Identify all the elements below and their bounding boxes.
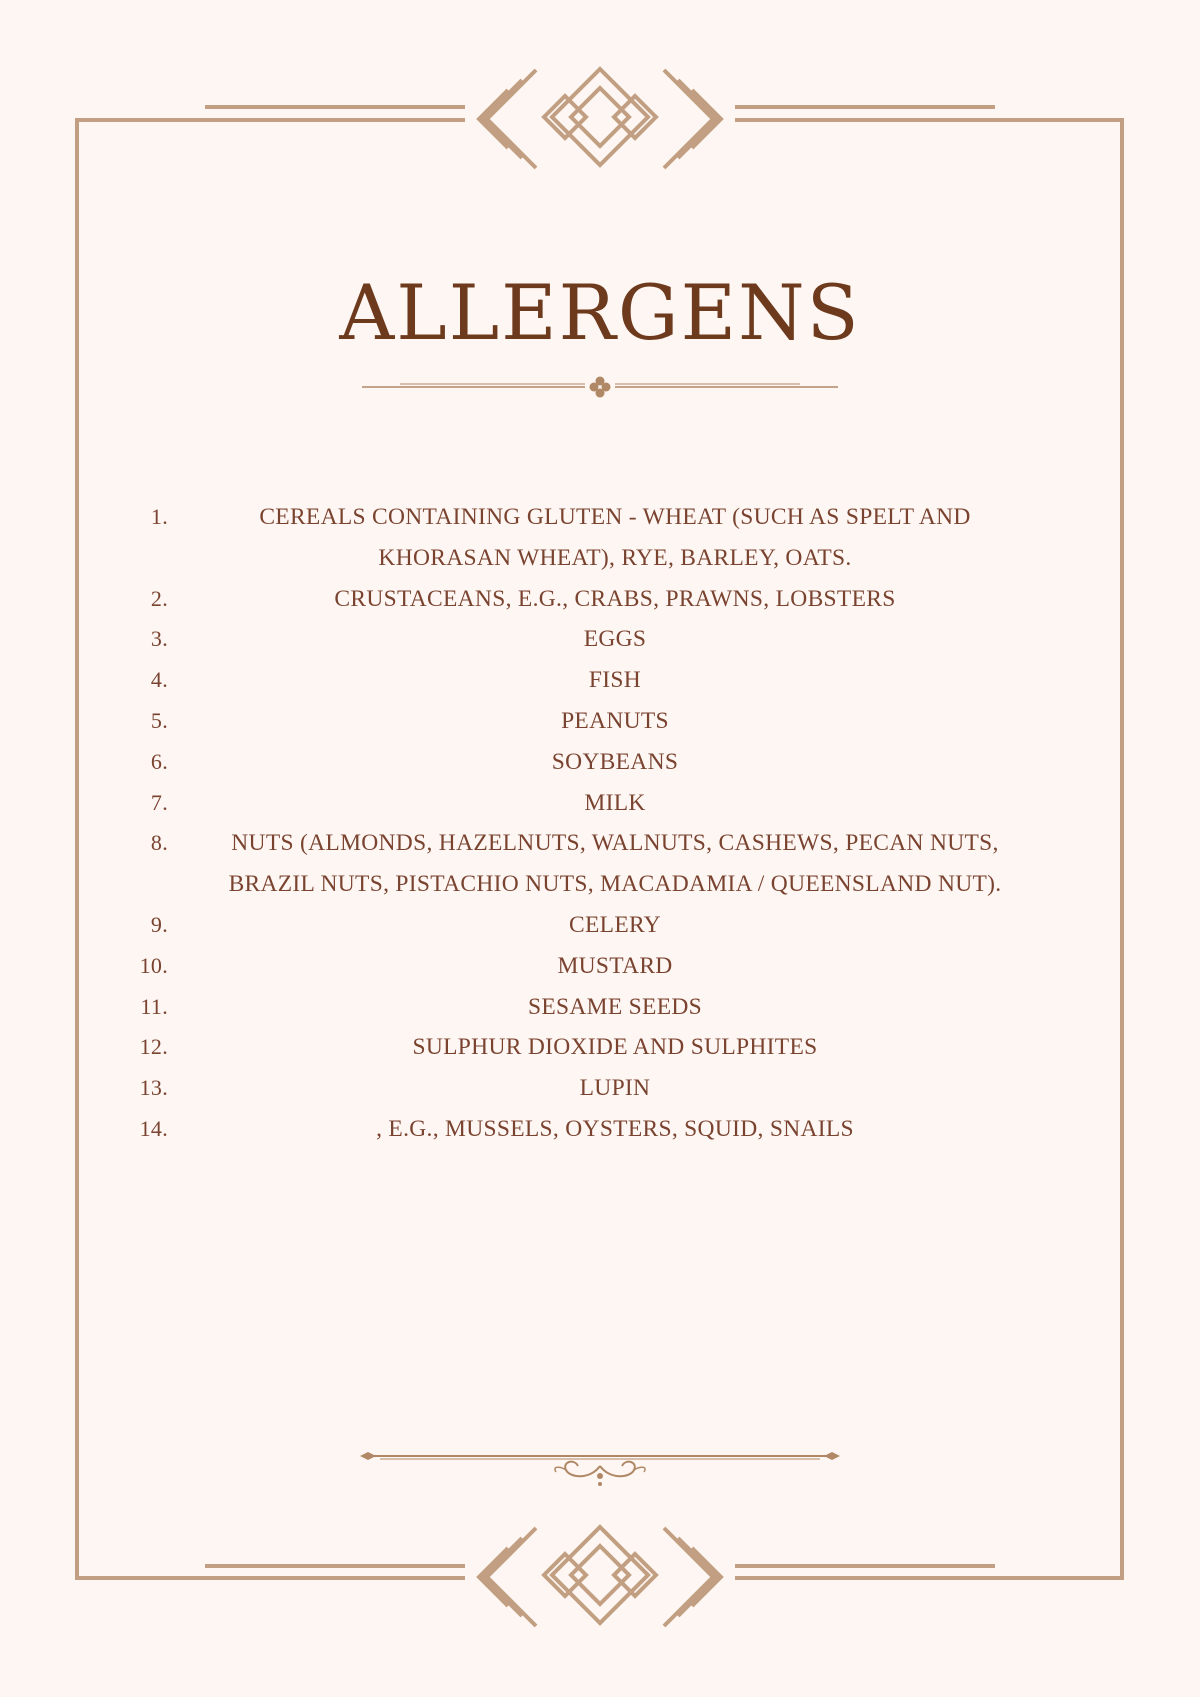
- allergen-item: [0, 619, 1200, 660]
- allergen-text: MUSTARD: [557, 952, 673, 979]
- allergen-text: , E.G., MUSSELS, OYSTERS, SQUID, SNAILS: [376, 1115, 854, 1142]
- allergen-number: 6.: [150, 748, 168, 774]
- allergen-number: 11.: [140, 993, 168, 1019]
- allergen-item: [0, 905, 1200, 946]
- allergen-item: [0, 823, 1200, 905]
- allergen-list: [0, 497, 1200, 1150]
- allergen-number: 7.: [150, 789, 168, 815]
- allergen-text: PEANUTS: [561, 707, 669, 734]
- allergen-number: 4.: [150, 667, 168, 693]
- allergen-number: 1.: [150, 504, 168, 529]
- allergen-item: [0, 497, 1200, 579]
- allergen-number: 8.: [150, 830, 168, 856]
- allergen-item: [0, 946, 1200, 987]
- allergen-item: [0, 701, 1200, 742]
- allergen-text: EGGS: [583, 626, 647, 653]
- bottom-flourish: [360, 1452, 840, 1486]
- allergen-item: [0, 1068, 1200, 1109]
- header-diamond: [552, 69, 648, 165]
- allergen-number: 5.: [150, 707, 168, 733]
- allergen-text: NUTS (ALMONDS, HAZELNUTS, WALNUTS, CASHEWS, PECAN NUTS, BRAZIL NUTS, PISTACHIO NUTS, MACADAMIA / QUEENSLAND NUT).: [228, 830, 1002, 898]
- allergen-number: 9.: [150, 911, 168, 937]
- allergen-number: 3.: [150, 626, 168, 652]
- allergen-number: 10.: [139, 952, 168, 978]
- allergen-text: CRUSTACEANS, E.G., CRABS, PRAWNS, LOBSTERS: [334, 585, 896, 612]
- allergen-text: FISH: [588, 667, 642, 694]
- allergen-item: [0, 1109, 1200, 1150]
- allergen-number: 12.: [139, 1034, 168, 1060]
- allergen-number: 13.: [139, 1075, 168, 1101]
- allergen-number: 14.: [139, 1115, 168, 1141]
- allergen-text: CELERY: [569, 911, 661, 938]
- allergen-text: MILK: [584, 789, 646, 816]
- allergen-text: SESAME SEEDS: [527, 993, 702, 1020]
- page-title: ALLERGENS: [339, 268, 861, 357]
- allergen-item: [0, 1027, 1200, 1068]
- title-divider: [362, 377, 838, 398]
- allergen-text: LUPIN: [579, 1075, 651, 1102]
- allergen-item: [0, 987, 1200, 1028]
- allergen-text: CEREALS CONTAINING GLUTEN - WHEAT (SUCH AS SPELT AND KHORASAN WHEAT), RYE, BARLEY, OATS.: [259, 504, 971, 571]
- allergen-number: 2.: [150, 585, 168, 611]
- allergen-text: SULPHUR DIOXIDE AND SULPHITES: [412, 1034, 818, 1061]
- allergen-item: [0, 579, 1200, 620]
- allergen-item: [0, 660, 1200, 701]
- footer-diamond: [552, 1527, 648, 1623]
- allergen-text: SOYBEANS: [551, 748, 679, 775]
- allergen-item: [0, 742, 1200, 783]
- allergen-item: [0, 783, 1200, 824]
